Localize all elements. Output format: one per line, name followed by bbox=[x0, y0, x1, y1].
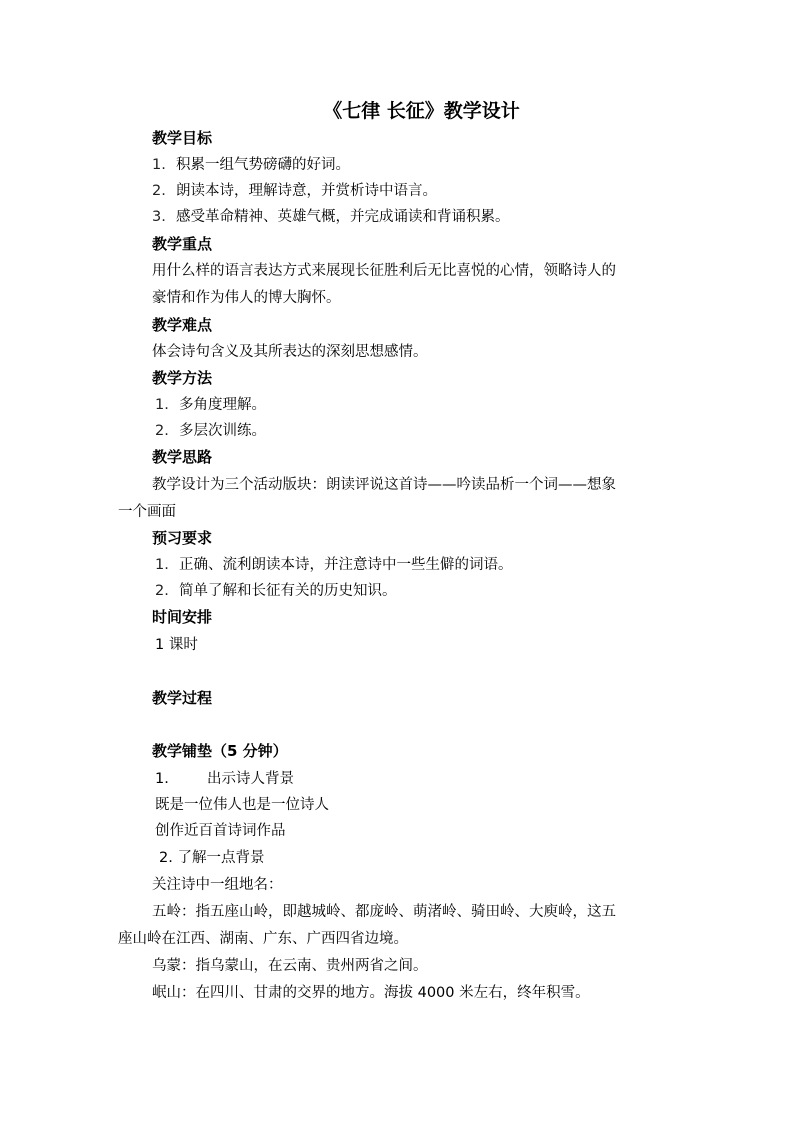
paragraph-line: 五岭：指五座山岭，即越城岭、都庞岭、萌渚岭、骑田岭、大庾岭，这五 bbox=[152, 904, 616, 920]
paragraph-line: 1 课时 bbox=[155, 637, 198, 653]
list-number: 2. bbox=[155, 423, 169, 439]
section-heading-goals: 教学目标 bbox=[152, 129, 213, 147]
list-number: 2. bbox=[155, 583, 169, 599]
paragraph-line: 座山岭在江西、湖南、广东、广西四省边境。 bbox=[118, 931, 408, 947]
paragraph-line: 用什么样的语言表达方式来展现长征胜利后无比喜悦的心情，领略诗人的 bbox=[152, 263, 616, 279]
list-item bbox=[155, 395, 266, 415]
paragraph-line: 创作近百首诗词作品 bbox=[155, 823, 286, 839]
paragraph-line: 关注诗中一组地名： bbox=[152, 877, 283, 893]
list-text: 简单了解和长征有关的历史知识。 bbox=[179, 583, 397, 599]
list-item bbox=[152, 181, 437, 201]
paragraph-line: 既是一位伟人也是一位诗人 bbox=[155, 797, 329, 813]
list-item bbox=[155, 581, 397, 601]
paragraph-line: 岷山：在四川、甘肃的交界的地方。海拔 4000 米左右，终年积雪。 bbox=[152, 985, 590, 1001]
list-item bbox=[152, 155, 350, 175]
section-heading-preview: 预习要求 bbox=[152, 529, 213, 547]
list-text: 朗读本诗，理解诗意，并赏析诗中语言。 bbox=[176, 183, 437, 199]
section-heading-approach: 教学思路 bbox=[152, 448, 213, 466]
paragraph-line: 2. 了解一点背景 bbox=[159, 850, 265, 866]
list-text: 多角度理解。 bbox=[179, 397, 266, 413]
list-item bbox=[155, 421, 266, 441]
list-number: 1. bbox=[155, 771, 169, 787]
section-heading-methods: 教学方法 bbox=[152, 369, 213, 387]
paragraph-line: 一个画面 bbox=[118, 504, 176, 520]
list-number: 1. bbox=[155, 557, 169, 573]
paragraph-line: 教学设计为三个活动版块：朗读评说这首诗——吟读品析一个词——想象 bbox=[152, 477, 616, 493]
section-heading-schedule: 时间安排 bbox=[152, 608, 213, 626]
section-heading-intro: 教学铺垫（5 分钟） bbox=[152, 742, 288, 760]
list-number: 3. bbox=[152, 209, 166, 225]
section-heading-key-points: 教学重点 bbox=[152, 235, 213, 253]
section-heading-difficulties: 教学难点 bbox=[152, 316, 213, 334]
list-text: 正确、流利朗读本诗，并注意诗中一些生僻的词语。 bbox=[179, 557, 513, 573]
list-item bbox=[152, 207, 510, 227]
list-number: 2. bbox=[152, 183, 166, 199]
paragraph-line: 豪情和作为伟人的博大胸怀。 bbox=[152, 290, 341, 306]
list-text: 积累一组气势磅礴的好词。 bbox=[176, 157, 350, 173]
list-item bbox=[155, 769, 294, 789]
list-number: 1. bbox=[152, 157, 166, 173]
list-number: 1. bbox=[155, 397, 169, 413]
list-text: 出示诗人背景 bbox=[207, 771, 294, 787]
list-text: 感受革命精神、英雄气概，并完成诵读和背诵积累。 bbox=[176, 209, 510, 225]
paragraph-line: 体会诗句含义及其所表达的深刻思想感情。 bbox=[152, 344, 428, 360]
section-heading-process: 教学过程 bbox=[152, 689, 213, 707]
document-title: 《七律 长征》教学设计 bbox=[323, 100, 520, 122]
paragraph-line: 乌蒙：指乌蒙山，在云南、贵州两省之间。 bbox=[152, 958, 428, 974]
list-text: 多层次训练。 bbox=[179, 423, 266, 439]
list-item bbox=[155, 555, 513, 575]
